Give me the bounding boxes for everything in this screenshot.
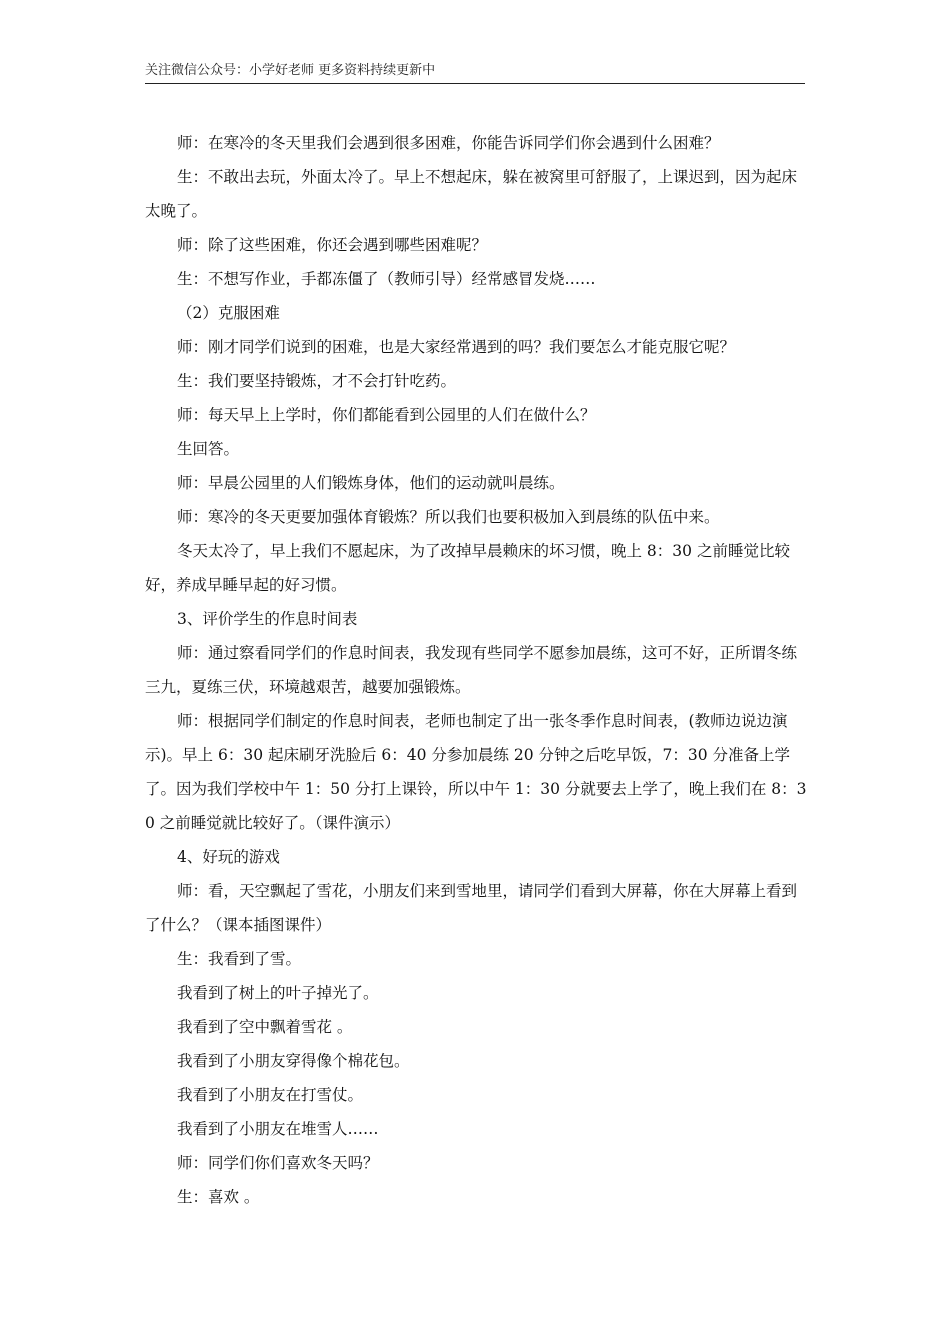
paragraph-student-saw-snow: 生：我看到了雪。 xyxy=(177,950,302,968)
paragraph-saw-snowman: 我看到了小朋友在堆雪人…… xyxy=(177,1120,379,1138)
paragraph-saw-snowball: 我看到了小朋友在打雪仗。 xyxy=(177,1086,364,1104)
paragraph-teacher-snow: 师：看，天空飘起了雪花，小朋友们来到雪地里，请同学们看到大屏幕，你在大屏幕上看到了什么？（课本插图课件） xyxy=(145,882,798,934)
paragraph-teacher-schedule-review: 师：通过察看同学们的作息时间表，我发现有些同学不愿参加晨练，这可不好，正所谓冬练三九，夏练三伏，环境越艰苦，越要加强锻炼。 xyxy=(145,644,798,696)
paragraph-student-answers: 生回答。 xyxy=(177,440,240,458)
paragraph-saw-snowflakes: 我看到了空中飘着雪花 。 xyxy=(177,1018,353,1036)
section-heading-game: 4、好玩的游戏 xyxy=(177,848,280,866)
page-header: 关注微信公众号：小学好老师 更多资料持续更新中 xyxy=(145,62,805,84)
paragraph-student-exercise: 生：我们要坚持锻炼，才不会打针吃药。 xyxy=(177,372,457,390)
paragraph-teacher-question-difficulties: 师：在寒冷的冬天里我们会遇到很多困难，你能告诉同学们你会遇到什么困难？ xyxy=(177,134,720,152)
paragraph-student-answer-cold: 生：不敢出去玩，外面太冷了。早上不想起床，躲在被窝里可舒服了，上课迟到，因为起床太晚了。 xyxy=(145,168,798,220)
paragraph-teacher-join: 师：寒冷的冬天更要加强体育锻炼？所以我们也要积极加入到晨练的队伍中来。 xyxy=(177,508,720,526)
paragraph-teacher-how-overcome: 师：刚才同学们说到的困难，也是大家经常遇到的吗？我们要怎么才能克服它呢？ xyxy=(177,338,736,356)
section-heading-overcome: （2）克服困难 xyxy=(177,304,280,322)
paragraph-teacher-park: 师：每天早上上学时，你们都能看到公园里的人们在做什么？ xyxy=(177,406,596,424)
paragraph-saw-cotton: 我看到了小朋友穿得像个棉花包。 xyxy=(177,1052,410,1070)
paragraph-teacher-winter-schedule: 师：根据同学们制定的作息时间表，老师也制定了出一张冬季作息时间表，(教师边说边演示)。早上 6：30 起床刷牙洗脸后 6：40 分参加晨练 20 分钟之后吃早饭，7：30 分准备上学了。因为我们学校中午 1：50 分打上课铃，所以中午 1：30 分就要去上学了，晚上我们在 8：30 之前睡觉就比较好了。（课件演示） xyxy=(145,712,807,832)
paragraph-early-sleep: 冬天太冷了，早上我们不愿起床，为了改掉早晨赖床的坏习惯，晚上 8：30 之前睡觉比较好，养成早睡早起的好习惯。 xyxy=(145,542,790,594)
paragraph-saw-leaves: 我看到了树上的叶子掉光了。 xyxy=(177,984,379,1002)
paragraph-teacher-other-difficulties: 师：除了这些困难，你还会遇到哪些困难呢？ xyxy=(177,236,488,254)
section-heading-schedule: 3、评价学生的作息时间表 xyxy=(177,610,358,628)
paragraph-teacher-morning-exercise: 师：早晨公园里的人们锻炼身体，他们的运动就叫晨练。 xyxy=(177,474,565,492)
paragraph-student-like: 生：喜欢 。 xyxy=(177,1188,260,1206)
paragraph-teacher-like-winter: 师：同学们你们喜欢冬天吗？ xyxy=(177,1154,379,1172)
document-body xyxy=(145,126,807,1214)
paragraph-student-homework: 生：不想写作业，手都冻僵了（教师引导）经常感冒发烧…… xyxy=(177,270,596,288)
